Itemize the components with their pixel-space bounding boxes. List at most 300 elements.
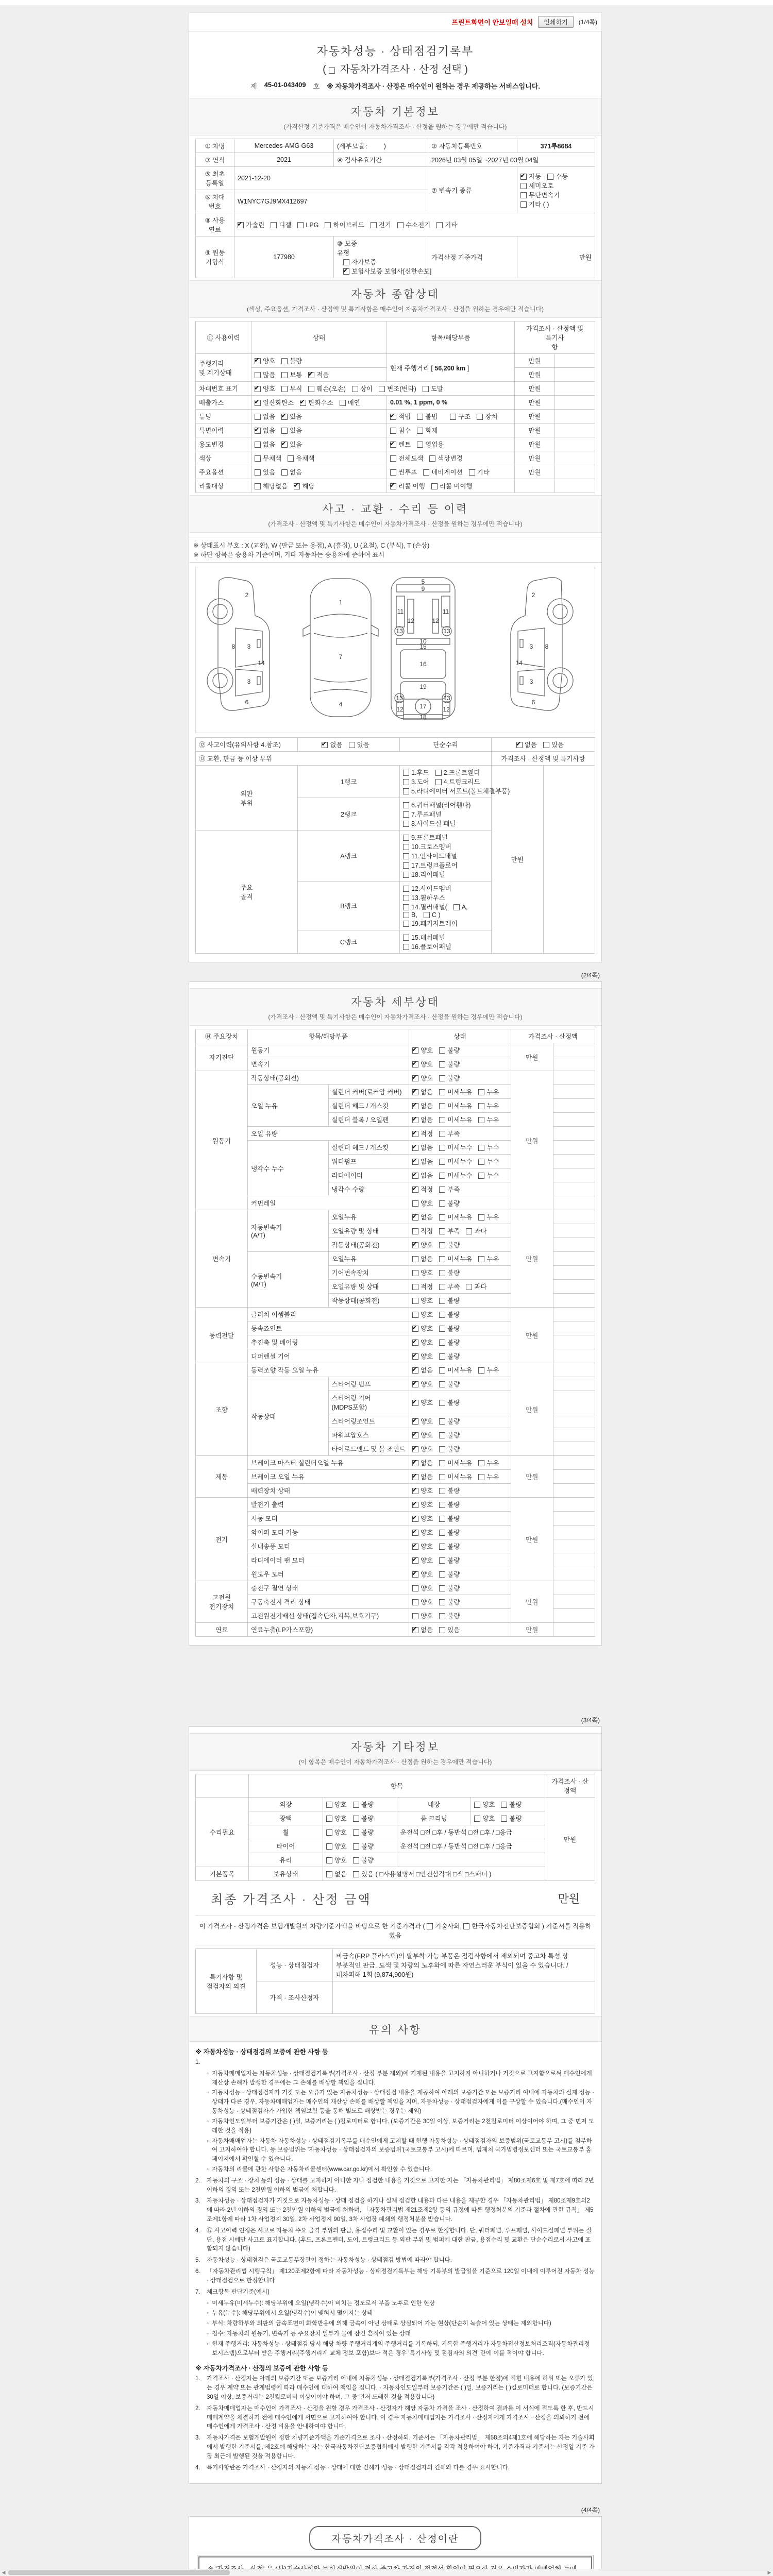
checkbox[interactable] bbox=[325, 222, 331, 228]
checkbox[interactable] bbox=[326, 1871, 332, 1877]
option-label: 양호 bbox=[421, 1399, 433, 1406]
checkbox[interactable] bbox=[403, 802, 409, 808]
checkbox[interactable] bbox=[429, 455, 435, 462]
appraiser-opinion bbox=[333, 1981, 595, 2014]
checkbox[interactable] bbox=[371, 222, 377, 228]
checkbox[interactable] bbox=[439, 1599, 445, 1605]
price-unit: 만원 bbox=[511, 1363, 553, 1456]
option bbox=[439, 1324, 460, 1333]
checkbox[interactable] bbox=[390, 483, 396, 489]
option-label: 없음 bbox=[421, 1158, 433, 1165]
checkbox[interactable] bbox=[412, 1326, 418, 1332]
checkbox[interactable] bbox=[412, 1131, 418, 1137]
checkbox[interactable] bbox=[353, 1802, 359, 1808]
option-label: 미세누유 bbox=[447, 1089, 473, 1096]
state-options bbox=[471, 1811, 545, 1825]
price-unit: 만원 bbox=[511, 1308, 553, 1363]
checkbox[interactable] bbox=[478, 1103, 484, 1109]
checkbox[interactable] bbox=[403, 844, 409, 850]
checkbox[interactable] bbox=[353, 1843, 359, 1850]
checkbox[interactable] bbox=[353, 1816, 359, 1822]
checkbox[interactable] bbox=[403, 779, 409, 785]
checkbox[interactable] bbox=[439, 1228, 445, 1234]
checkbox[interactable] bbox=[439, 1530, 445, 1536]
option bbox=[390, 453, 423, 463]
option bbox=[281, 356, 302, 365]
price-blank bbox=[553, 1155, 595, 1168]
checkbox[interactable] bbox=[439, 1103, 445, 1109]
checkbox[interactable] bbox=[353, 1871, 359, 1877]
checkbox[interactable] bbox=[349, 742, 355, 748]
checkbox[interactable] bbox=[403, 811, 409, 818]
option-label: 무단변속기 bbox=[529, 191, 560, 199]
checkbox[interactable] bbox=[412, 1075, 418, 1081]
option bbox=[353, 1869, 492, 1878]
option bbox=[390, 467, 417, 477]
checkbox[interactable] bbox=[281, 386, 288, 392]
checkbox[interactable] bbox=[412, 1446, 418, 1452]
checkbox[interactable] bbox=[294, 483, 300, 489]
checkbox[interactable] bbox=[340, 400, 346, 406]
install-hint-link[interactable]: 프린트화면이 안보일때 설치 bbox=[451, 19, 533, 26]
basic-items-label: 기본품목 bbox=[196, 1867, 249, 1881]
checkbox[interactable] bbox=[439, 1270, 445, 1276]
checkbox[interactable] bbox=[478, 1474, 484, 1480]
standard-assoc-checkbox[interactable] bbox=[463, 1923, 469, 1929]
checkbox[interactable] bbox=[478, 1145, 484, 1151]
state-options bbox=[409, 1099, 511, 1113]
checkbox[interactable] bbox=[439, 1571, 445, 1578]
checkbox[interactable] bbox=[423, 386, 429, 392]
option bbox=[412, 1583, 433, 1592]
state-options bbox=[409, 1456, 511, 1470]
checkbox[interactable] bbox=[412, 1047, 418, 1054]
option-label: 불량 bbox=[361, 1815, 374, 1822]
option bbox=[340, 398, 360, 407]
checkbox[interactable] bbox=[439, 1159, 445, 1165]
option bbox=[439, 1268, 460, 1277]
checkbox[interactable] bbox=[439, 1214, 445, 1221]
checkbox[interactable] bbox=[520, 201, 527, 208]
checkbox[interactable] bbox=[417, 414, 423, 420]
checkbox[interactable] bbox=[439, 1544, 445, 1550]
checkbox[interactable] bbox=[417, 442, 423, 448]
checkbox[interactable] bbox=[379, 386, 385, 392]
checkbox[interactable] bbox=[412, 1627, 418, 1633]
option-label: 불량 bbox=[447, 1446, 460, 1453]
checkbox[interactable] bbox=[403, 835, 409, 841]
checkbox[interactable] bbox=[478, 1214, 484, 1221]
checkbox[interactable] bbox=[478, 1173, 484, 1179]
checkbox[interactable] bbox=[439, 1089, 445, 1095]
checkbox[interactable] bbox=[439, 1340, 445, 1346]
checkbox[interactable] bbox=[439, 1047, 445, 1054]
checkbox[interactable] bbox=[439, 1446, 445, 1452]
option-label: 수동 bbox=[556, 173, 568, 180]
checkbox[interactable] bbox=[412, 1516, 418, 1522]
item-subgroup: 작동상태 bbox=[248, 1377, 329, 1456]
option-label: 세미오토 bbox=[529, 182, 554, 190]
checkbox[interactable] bbox=[439, 1488, 445, 1494]
checkbox[interactable] bbox=[255, 386, 261, 392]
checkbox[interactable] bbox=[412, 1242, 418, 1248]
checkbox[interactable] bbox=[390, 428, 396, 434]
option bbox=[403, 768, 429, 777]
checkbox[interactable] bbox=[288, 455, 294, 462]
price-unit: 만원 bbox=[511, 1623, 553, 1637]
checkbox[interactable] bbox=[353, 1829, 359, 1836]
checkbox[interactable] bbox=[281, 469, 288, 476]
checkbox[interactable] bbox=[466, 1228, 472, 1234]
item-label: 브레이크 마스터 실린더오일 누유 bbox=[248, 1456, 409, 1470]
standard-tech-checkbox[interactable] bbox=[427, 1923, 433, 1929]
checkbox[interactable] bbox=[403, 886, 409, 892]
checkbox[interactable] bbox=[474, 1802, 480, 1808]
option-label: 없음 bbox=[334, 1871, 347, 1878]
checkbox[interactable] bbox=[390, 442, 396, 448]
checkbox[interactable] bbox=[255, 469, 261, 476]
checkbox[interactable] bbox=[469, 469, 475, 476]
checkbox[interactable] bbox=[412, 1571, 418, 1578]
checkbox[interactable] bbox=[478, 1460, 484, 1466]
checkbox[interactable] bbox=[412, 1530, 418, 1536]
option-label: 자가보증 bbox=[351, 259, 377, 266]
option bbox=[439, 1087, 472, 1096]
option bbox=[412, 1282, 433, 1291]
checkbox[interactable] bbox=[439, 1460, 445, 1466]
option-label: 장치 bbox=[485, 413, 498, 420]
checkbox[interactable] bbox=[439, 1326, 445, 1332]
checkbox[interactable] bbox=[403, 770, 409, 776]
checkbox[interactable] bbox=[431, 483, 438, 489]
checkbox[interactable] bbox=[439, 1627, 445, 1633]
option bbox=[412, 1324, 433, 1333]
option-label: 탄화수소 bbox=[308, 399, 333, 406]
item-label: 냉각수 수량 bbox=[328, 1182, 409, 1196]
item-label: 원동기 bbox=[248, 1043, 409, 1057]
checkbox[interactable] bbox=[478, 1117, 484, 1123]
checkbox[interactable] bbox=[520, 183, 527, 189]
option-label: 누유 bbox=[486, 1103, 499, 1110]
checkbox[interactable] bbox=[439, 1242, 445, 1248]
checkbox[interactable] bbox=[403, 895, 409, 901]
item-label: 실내송풍 모터 bbox=[248, 1539, 409, 1553]
item-label: 고전원전기배선 상태(접속단자,피복,보호기구) bbox=[248, 1609, 409, 1623]
notice-item: 7. 체크항목 판단기준(예시) bbox=[195, 2289, 270, 2295]
checkbox[interactable] bbox=[439, 1432, 445, 1438]
checkbox[interactable] bbox=[516, 742, 523, 748]
notice-bullet: ◦ 자동차성능 · 상태점검자가 거짓 또는 오류가 있는 자동차성능 · 상태점검 내용을 제공하여 아래의 보증기간 또는 보증거리 이내에 자동차의 실제 성능 · 상태가 다른 경우, 자동차매매업자는 매수인의 재산상 손해를 배상할 책임을 지며, 자동차성능 · 상태점검자에게 이를 구상할 수 있습니다.(매수인이 자동차성능 · 상태점검자가 가입한 책임보험 등을 통해 별도로 배상받는 경우는 제외) bbox=[207, 2090, 595, 2115]
option bbox=[412, 1379, 433, 1388]
checkbox[interactable] bbox=[390, 455, 396, 462]
checkbox[interactable] bbox=[435, 779, 442, 785]
option bbox=[412, 1444, 433, 1453]
scroll-right-arrow[interactable]: ▶ bbox=[767, 2570, 771, 2575]
state-options bbox=[323, 1853, 397, 1867]
checkbox[interactable] bbox=[308, 386, 314, 392]
checkbox[interactable] bbox=[439, 1418, 445, 1425]
other-row bbox=[196, 1853, 595, 1867]
option-label: 상이 bbox=[360, 385, 373, 393]
checkbox[interactable] bbox=[343, 259, 349, 265]
option-label: 양호 bbox=[421, 1487, 433, 1495]
checkbox[interactable] bbox=[403, 904, 409, 910]
state-options bbox=[409, 1539, 511, 1553]
option-label: 5.라디에이터 서포트(볼트체결부품) bbox=[411, 788, 510, 795]
checkbox[interactable] bbox=[255, 455, 261, 462]
checkbox[interactable] bbox=[412, 1117, 418, 1123]
checkbox[interactable] bbox=[271, 222, 277, 228]
checkbox[interactable] bbox=[474, 1816, 480, 1822]
checkbox[interactable] bbox=[439, 1400, 445, 1406]
checkbox[interactable] bbox=[255, 400, 261, 406]
checkbox[interactable] bbox=[412, 1214, 418, 1221]
device-group-label: 동력전달 bbox=[196, 1308, 248, 1363]
checkbox[interactable] bbox=[300, 400, 306, 406]
checkbox[interactable] bbox=[439, 1613, 445, 1619]
option-label: 누유 bbox=[486, 1089, 499, 1096]
checkbox[interactable] bbox=[322, 742, 328, 748]
checkbox[interactable] bbox=[397, 222, 404, 228]
checkbox[interactable] bbox=[439, 1381, 445, 1387]
option bbox=[439, 1143, 472, 1152]
checkbox[interactable] bbox=[543, 742, 549, 748]
checkbox[interactable] bbox=[439, 1557, 445, 1564]
checkbox[interactable] bbox=[412, 1488, 418, 1494]
checkbox[interactable] bbox=[403, 872, 409, 878]
checkbox[interactable] bbox=[412, 1228, 418, 1234]
checkbox[interactable] bbox=[353, 1857, 359, 1863]
checkbox[interactable] bbox=[412, 1502, 418, 1508]
checkbox[interactable] bbox=[439, 1131, 445, 1137]
checkbox[interactable] bbox=[439, 1187, 445, 1193]
checkbox[interactable] bbox=[412, 1145, 418, 1151]
svg-text:8: 8 bbox=[231, 643, 236, 650]
checkbox[interactable] bbox=[281, 428, 288, 434]
checkbox[interactable] bbox=[520, 192, 527, 198]
checkbox[interactable] bbox=[439, 1256, 445, 1262]
notice-item: 4. ⑫ 사고이력 인정은 사고로 자동차 주요 골격 부위의 판금, 용접수리 및 교환이 있는 경우로 한정합니다. 단, 쿼터패널, 루프패널, 사이드실패널 부위는 절단, 용접 시에만 사고로 표기합니다. (후드, 프론트펜더, 도어, 트렁크리드 등 외판 부위 및 범퍼에 대한 판금, 용접수리 및 교환은 단순수리로서 사고에 포함되지 않습니다) bbox=[195, 2227, 592, 2252]
notice-bullet: ◦ 자동차의 리콜에 관한 사항은 자동차리콜센터(www.car.go.kr)에서 확인할 수 있습니다. bbox=[207, 2166, 432, 2173]
checkbox[interactable] bbox=[281, 442, 288, 448]
option-label: 전체도색 bbox=[398, 455, 424, 462]
scroll-left-arrow[interactable]: ◀ bbox=[2, 2570, 6, 2575]
option bbox=[390, 439, 411, 449]
checkbox[interactable] bbox=[326, 1802, 332, 1808]
checkbox[interactable] bbox=[439, 1075, 445, 1081]
checkbox[interactable] bbox=[412, 1367, 418, 1374]
detail-row bbox=[196, 1308, 595, 1321]
option-label: 불량 bbox=[447, 1418, 460, 1425]
checkbox[interactable] bbox=[439, 1173, 445, 1179]
option bbox=[478, 1101, 499, 1110]
checkbox[interactable] bbox=[439, 1298, 445, 1304]
checkbox[interactable] bbox=[412, 1613, 418, 1619]
option bbox=[255, 467, 275, 477]
repair-group-label: 수리필요 bbox=[196, 1798, 249, 1867]
checkbox[interactable] bbox=[255, 414, 261, 420]
checkbox[interactable] bbox=[412, 1460, 418, 1466]
checkbox[interactable] bbox=[439, 1585, 445, 1591]
checkbox[interactable] bbox=[439, 1117, 445, 1123]
checkbox[interactable] bbox=[403, 862, 409, 869]
checkbox[interactable] bbox=[478, 1256, 484, 1262]
svg-text:5: 5 bbox=[421, 578, 425, 585]
checkbox[interactable] bbox=[326, 1829, 332, 1836]
checkbox[interactable] bbox=[453, 904, 460, 910]
checkbox[interactable] bbox=[412, 1544, 418, 1550]
checkbox[interactable] bbox=[412, 1432, 418, 1438]
checkbox[interactable] bbox=[297, 222, 304, 228]
option-label: 도말 bbox=[430, 385, 443, 393]
price-select-checkbox[interactable] bbox=[329, 67, 335, 74]
checkbox[interactable] bbox=[412, 1599, 418, 1605]
checkbox[interactable] bbox=[403, 921, 409, 927]
state-options bbox=[409, 1043, 511, 1057]
checkbox[interactable] bbox=[412, 1061, 418, 1067]
checkbox[interactable] bbox=[439, 1200, 445, 1207]
svg-text:1: 1 bbox=[339, 599, 343, 606]
checkbox[interactable] bbox=[390, 414, 396, 420]
checkbox[interactable] bbox=[281, 414, 288, 420]
checkbox[interactable] bbox=[403, 788, 409, 794]
checkbox[interactable] bbox=[412, 1474, 418, 1480]
price-blank bbox=[553, 1391, 595, 1414]
price-unit: 만원 bbox=[511, 1071, 553, 1210]
checkbox[interactable] bbox=[423, 469, 429, 476]
checkbox[interactable] bbox=[412, 1256, 418, 1262]
option bbox=[403, 809, 442, 819]
state-code-legend: ※ 상태표시 부호 : X (교환), W (판금 또는 용접), A (흠집), U (요철), C (부식), T (손상) ※ 하단 항목은 승용차 기준이며, 기타 자동차는 승용차에 준하여 표시 bbox=[189, 537, 601, 563]
price-unit: 만원 bbox=[511, 1498, 553, 1581]
checkbox[interactable] bbox=[439, 1312, 445, 1318]
checkbox[interactable] bbox=[412, 1340, 418, 1346]
option-label: 수소전기 bbox=[405, 222, 431, 229]
option-label: 화재 bbox=[425, 427, 438, 434]
page-marker-4: (4/4쪽) bbox=[581, 2506, 600, 2514]
checkbox[interactable] bbox=[403, 853, 409, 859]
checkbox[interactable] bbox=[435, 770, 442, 776]
checkbox[interactable] bbox=[412, 1173, 418, 1179]
checkbox[interactable] bbox=[501, 1802, 507, 1808]
state-options bbox=[409, 1391, 511, 1414]
device-group-label: 조향 bbox=[196, 1363, 248, 1456]
checkbox[interactable] bbox=[466, 1284, 472, 1290]
checkbox[interactable] bbox=[412, 1284, 418, 1290]
checkbox[interactable] bbox=[255, 428, 261, 434]
checkbox[interactable] bbox=[255, 372, 261, 378]
checkbox[interactable] bbox=[520, 174, 527, 180]
checkbox[interactable] bbox=[412, 1298, 418, 1304]
inspection-period: 2026년 03월 05일 ~2027년 03월 04일 bbox=[428, 153, 595, 167]
checkbox[interactable] bbox=[439, 1353, 445, 1360]
checkbox[interactable] bbox=[412, 1400, 418, 1406]
item-label: 외장 bbox=[249, 1798, 323, 1811]
checkbox[interactable] bbox=[390, 469, 396, 476]
checkbox[interactable] bbox=[255, 442, 261, 448]
checkbox[interactable] bbox=[478, 1089, 484, 1095]
option bbox=[412, 1226, 433, 1235]
checkbox[interactable] bbox=[403, 821, 409, 827]
checkbox[interactable] bbox=[412, 1200, 418, 1207]
horizontal-scrollbar[interactable] bbox=[0, 2569, 773, 2576]
checkbox[interactable] bbox=[439, 1474, 445, 1480]
checkbox[interactable] bbox=[255, 483, 261, 489]
checkbox[interactable] bbox=[439, 1145, 445, 1151]
checkbox[interactable] bbox=[326, 1857, 332, 1863]
option-label: 양호 bbox=[421, 1557, 433, 1564]
option-label: 불량 bbox=[447, 1242, 460, 1249]
checkbox[interactable] bbox=[412, 1381, 418, 1387]
option-label: 없음 bbox=[421, 1172, 433, 1179]
checkbox[interactable] bbox=[412, 1353, 418, 1360]
checkbox[interactable] bbox=[439, 1367, 445, 1374]
checkbox[interactable] bbox=[478, 1159, 484, 1165]
checkbox[interactable] bbox=[326, 1843, 332, 1850]
option-label: 일산화탄소 bbox=[263, 399, 294, 406]
rankC-panels bbox=[400, 930, 492, 954]
option-label: 양호 bbox=[421, 1047, 433, 1054]
checkbox[interactable] bbox=[412, 1270, 418, 1276]
checkbox[interactable] bbox=[403, 944, 409, 950]
checkbox[interactable] bbox=[436, 222, 443, 228]
checkbox[interactable] bbox=[412, 1418, 418, 1425]
checkbox[interactable] bbox=[477, 414, 483, 420]
checkbox[interactable] bbox=[412, 1103, 418, 1109]
price-blank bbox=[553, 1595, 595, 1609]
checkbox[interactable] bbox=[403, 935, 409, 941]
checkbox[interactable] bbox=[238, 222, 244, 228]
price-blank bbox=[553, 1363, 595, 1377]
checkbox[interactable] bbox=[439, 1502, 445, 1508]
checkbox[interactable] bbox=[308, 372, 314, 378]
checkbox[interactable] bbox=[412, 1187, 418, 1193]
checkbox[interactable] bbox=[412, 1089, 418, 1095]
detail-state-table: ⑭ 주요장치 항목/해당부품 상태 가격조사 · 산정액 자기진단 원동기 ✔ 양호 불량 만원 변속기 ✔ 양호 불량 원동기 작동상태(공회전) ✔ 양호 불량 만원 오일 누유 실린더 커버(로커암 커버) ✔ 없음 미세누유 누유 실린더 헤드 / 개스킷 ✔ 없음 미세누유 누유 실린더 블록 / 오일팬 ✔ 없음 미세누유 누유 오일 유량 ✔ 적정 부족 냉각수 누수 실린더 헤드 / 개스킷 ✔ 없음 미세누수 누수 워터펌프 ✔ 없음 미세누수 누수 라디에이터 ✔ 없음 미세누수 누수 냉각수 수량 ✔ 적정 부족 커먼레일 양호 불량 변속기 자동변속기 (A/T) 오일누유 ✔ 없음 미세누유 누유 만원 오일유량 및 상태 적정 부족 과다 작동상태(공회전) ✔ 양호 불량 수동변속기 (M/T) 오일누유 없음 미세누유 누유 기어변속장치 양호 불량 오일유량 및 상태 적정 부족 과다 작동상태(공회전) 양호 불량 동력전달 클러치 어셈블리 양호 불량 만원 등속죠인트 ✔ 양호 불량 추진축 및 베어링 ✔ 양호 불량 디퍼렌셜 기어 ✔ 양호 불량 조향 동력조향 작동 오일 누유 ✔ 없음 미세누유 누유 만원 작동상태 스티어링 펌프 ✔ 양호 불량 스티어링 기어(MDPS포함) ✔양호 불량 스티어링조인트 ✔ 양호 불량 파워고압호스 ✔ 양호 불량 타이로드엔드 및 볼 죠인트 ✔ 양호 불량 제동 브레이크 마스터 실린더오일 누유 ✔ 없음 미세누유 누유 만원 브레이크 오일 누유 ✔ 없음 미세누유 누유 배력장치 상태 ✔ 양호 불량 전기 발전기 출력 ✔ 양호 불량 만원 시동 모터 ✔ 양호 불량 와이퍼 모터 기능 ✔ 양호 불량 실내송풍 모터 ✔ 양호 불량 라디에이터 팬 모터 ✔ 양호 불량 윈도우 모터 ✔ 양호 불량 고전원 전기장치 충전구 절연 상태 양호 불량 만원 구동축전지 격리 상태 양호 불량 고전원전기배선 상태(접속단자,피복,보호기구) 양호 불량 연료 연료누출(LP가스포함) ✔ 없음 있음 만원 bbox=[195, 1029, 595, 1637]
checkbox[interactable] bbox=[417, 428, 423, 434]
item-label: 배력장치 상태 bbox=[248, 1484, 409, 1498]
checkbox[interactable] bbox=[281, 358, 288, 364]
checkbox[interactable] bbox=[450, 414, 456, 420]
checkbox[interactable] bbox=[501, 1816, 507, 1822]
detail-row bbox=[196, 1210, 595, 1224]
print-button[interactable]: 인쇄하기 bbox=[538, 16, 573, 28]
option-label: 양호 bbox=[421, 1446, 433, 1453]
checkbox[interactable] bbox=[281, 372, 288, 378]
option bbox=[439, 1351, 460, 1361]
checkbox[interactable] bbox=[439, 1061, 445, 1067]
option bbox=[403, 911, 417, 919]
option-label: 양호 bbox=[334, 1829, 347, 1836]
checkbox[interactable] bbox=[412, 1312, 418, 1318]
checkbox[interactable] bbox=[424, 912, 430, 918]
checkbox[interactable] bbox=[439, 1516, 445, 1522]
checkbox[interactable] bbox=[352, 386, 358, 392]
checkbox[interactable] bbox=[255, 358, 261, 364]
checkbox[interactable] bbox=[412, 1159, 418, 1165]
checkbox[interactable] bbox=[343, 268, 349, 275]
checkbox[interactable] bbox=[326, 1816, 332, 1822]
checkbox[interactable] bbox=[478, 1367, 484, 1374]
checkbox[interactable] bbox=[439, 1284, 445, 1290]
checkbox[interactable] bbox=[403, 912, 409, 918]
checkbox[interactable] bbox=[547, 174, 553, 180]
checkbox[interactable] bbox=[412, 1557, 418, 1564]
option-label: 양호 bbox=[334, 1815, 347, 1822]
scrollbar-thumb[interactable] bbox=[8, 2570, 230, 2575]
basic-info-table: ① 차명 Mercedes-AMG G63 (세부모델 : ) ② 자동차등록번호 371루8684 ③ 연식 2021 ④ 검사유효기간 2026년 03월 05일 ~2027년 03월 04일 ⑤ 최초 등록일 2021-12-20 ⑦ 변속기 종류 ✔자동 수동세미오토무단변속기기타 ( ) ⑥ 차대 번호 W1NYC7GJ9MX412697 ⑧ 사용 연료 ✔가솔린 디젤 LPG 하이브리드 전기 수소전기 기타 ⑨ 원동 기형식 177980 ⑩ 보증 유형 자가보증✔보험사보증 보험사[신한손보] 가격산정 기준가격 만원 bbox=[195, 139, 595, 278]
checkbox[interactable] bbox=[412, 1585, 418, 1591]
